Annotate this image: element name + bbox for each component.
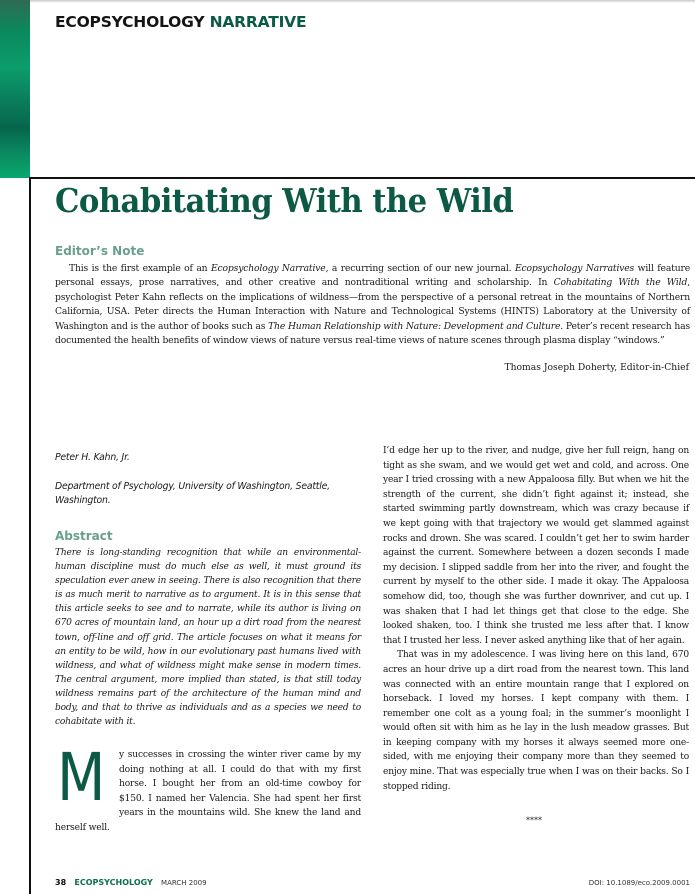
story-paragraph: I’d edge her up to the river, and nudge, give her full reign, hang on tight as she swam, and we would get wet and cold, and across. One year I tried crossing with a new Appaloosa filly. But when we hit the strength of the current, she didn’t fight against it; instead, she started swimming partly downstream, which was crazy because if we kept going with that trajectory we would get slammed against rocks and drown. She was scared. I couldn’t get her to swim harder against the current. Somewhere between a dozen seconds I made my decision. I slipped saddle from her into the river, and fought the current by myself to the other side. I made it okay. The Appaloosa somehow did, too, though she was further downriver, and cut up. I was shaken that I had let things get that close to the edge. She looked shaken, too. I think she trusted me less after that. I know that I trusted her less. I never asked anything like that of her again. (383, 446, 689, 646)
author-name: Peter H. Kahn, Jr. (55, 452, 130, 463)
story-opening (55, 739, 361, 836)
editors-signature: Thomas Joseph Doherty, Editor-in-Chief (504, 362, 689, 373)
footer-date: MARCH 2009 (161, 879, 207, 887)
vertical-rule (29, 177, 31, 894)
editors-note-heading: Editor’s Note (55, 244, 145, 258)
section-kicker (55, 13, 306, 31)
drop-cap: M (57, 739, 106, 816)
section-kicker-type: NARRATIVE (209, 13, 307, 31)
article-title: Cohabitating With the Wild (55, 181, 514, 220)
green-color-bar (0, 0, 30, 178)
story-opening-text: y successes in crossing the winter river came by my doing nothing at all. I could do that with my first horse. I bought her from an old-time cowboy for $150. I named her Valencia. She had spent her first years in the mountains wild. She knew the land and herself well. (55, 750, 361, 833)
abstract-heading: Abstract (55, 529, 113, 543)
editors-note-body: This is the first example of an Ecopsychology Narrative, a recurring section of our new journal. Ecopsychology Narratives will feature personal essays, prose narratives, and other creative and nontraditional writing and scholarship. In Cohabitating With the Wild, psychologist Peter Kahn reflects on the implications of wildness—from the perspective of a personal retreat in the mountains of Northern California, USA. Peter directs the Human Interaction with Nature and Technological Systems (HINTS) Laboratory at the University of Washington and is the author of books such as The Human Relationship with Nature: Development and Culture. Peter’s recent research has documented the health benefits of window views of nature versus real-time views of nature scenes through plasma display “windows.” (55, 263, 690, 347)
footer-doi: DOI: 10.1089/eco.2009.0001 (588, 879, 690, 887)
horizontal-rule (29, 177, 695, 179)
page-number: 38 (55, 878, 67, 887)
page-top-shadow (0, 0, 695, 3)
section-kicker-journal: ECOPSYCHOLOGY (55, 13, 205, 31)
section-break: **** (526, 816, 542, 825)
abstract-body: There is long-standing recognition that while an environmental-human discipline must do much else as well, it must ground its speculation ever anew in seeing. There is also recognition that there is as much merit to narrative as to argument. It is in this sense that this article seeks to see and to narrate, while its author is living on 670 acres of mountain land, an hour up a dirt road from the nearest town, off-line and off grid. The article focuses on what it means for an entity to be wild, how in our evolutionary past humans lived with wildness, and what of wildness might make sense in modern times. The central argument, more implied than stated, is that still today wildness remains part of the architecture of the human mind and body, and that to thrive as individuals and as a species we need to cohabitate with it. (55, 548, 361, 728)
story-paragraph: That was in my adolescence. I was living here on this land, 670 acres an hour drive up a dirt road from the nearest town. This land was connected with an entire mountain range that I explored on horseback. I loved my horses. I kept company with them. I remember one colt as a young foal; in the summer’s moonlight I would often sit with him as he lay in the lush meadow grasses. But in keeping company with my horses it always seemed more one-sided, with me enjoying their company more than they seemed to enjoy mine. That was especially true when I was on their backs. So I stopped riding. (383, 650, 689, 792)
author-affiliation: Department of Psychology, University of Washington, Seattle, Washington. (55, 481, 330, 506)
page-footer-left (55, 878, 207, 887)
story-column-2 (383, 444, 689, 794)
footer-journal: ECOPSYCHOLOGY (74, 878, 153, 887)
